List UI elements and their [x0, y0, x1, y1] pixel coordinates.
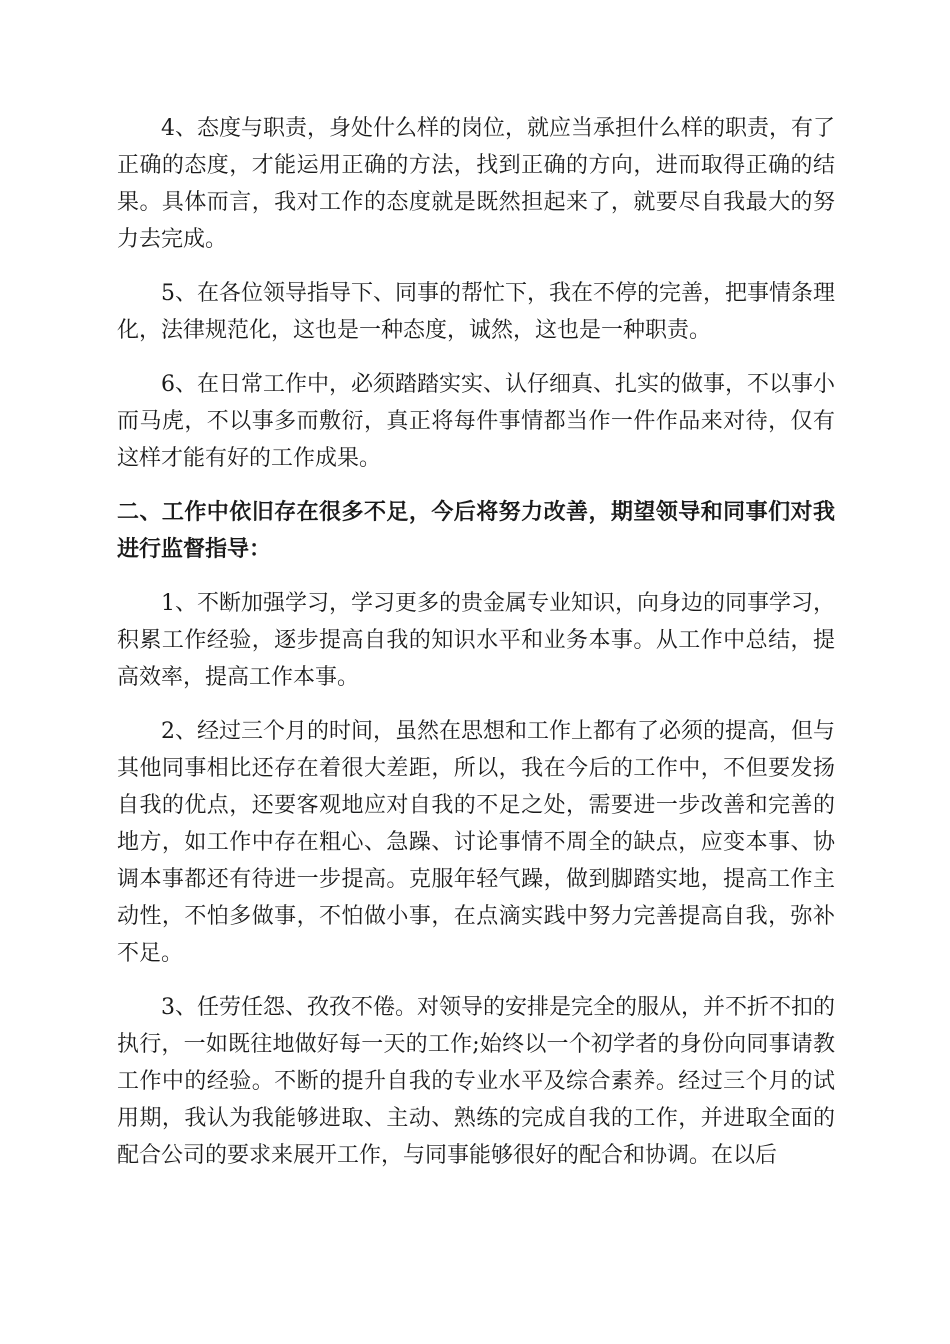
paragraph-item-5: 5、在各位领导指导下、同事的帮忙下，我在不停的完善，把事情条理化，法律规范化，这也是一种态度，诚然，这也是一种职责。: [117, 281, 835, 343]
paragraph-item-4: 4、态度与职责，身处什么样的岗位，就应当承担什么样的职责，有了正确的态度，才能运用正确的方法，找到正确的方向，进而取得正确的结果。具体而言，我对工作的态度就是既然担起来了，就要尽自我最大的努力去完成。: [117, 116, 835, 252]
document-page: [117, 110, 835, 1191]
paragraph-item-6: 6、在日常工作中，必须踏踏实实、认仔细真、扎实的做事，不以事小而马虎，不以事多而敷衍，真正将每件事情都当作一件作品来对待，仅有这样才能有好的工作成果。: [117, 372, 835, 471]
section-heading: 二、工作中依旧存在很多不足，今后将努力改善，期望领导和同事们对我进行监督指导：: [117, 500, 835, 562]
paragraph-improvement-2: 2、经过三个月的时间，虽然在思想和工作上都有了必须的提高，但与其他同事相比还存在着很大差距，所以，我在今后的工作中，不但要发扬自我的优点，还要客观地应对自我的不足之处，需要进一步改善和完善的地方，如工作中存在粗心、急躁、讨论事情不周全的缺点，应变本事、协调本事都还有待进一步提高。克服年轻气躁，做到脚踏实地，提高工作主动性，不怕多做事，不怕做小事，在点滴实践中努力完善提高自我，弥补不足。: [117, 719, 835, 966]
paragraph-improvement-3: 3、任劳任怨、孜孜不倦。对领导的安排是完全的服从，并不折不扣的执行，一如既往地做好每一天的工作;始终以一个初学者的身份向同事请教工作中的经验。不断的提升自我的专业水平及综合素养。经过三个月的试用期，我认为我能够进取、主动、熟练的完成自我的工作，并进取全面的配合公司的要求来展开工作，与同事能够很好的配合和协调。在以后: [117, 995, 835, 1168]
paragraph-improvement-1: 1、不断加强学习，学习更多的贵金属专业知识，向身边的同事学习，积累工作经验，逐步提高自我的知识水平和业务本事。从工作中总结，提高效率，提高工作本事。: [117, 591, 835, 690]
